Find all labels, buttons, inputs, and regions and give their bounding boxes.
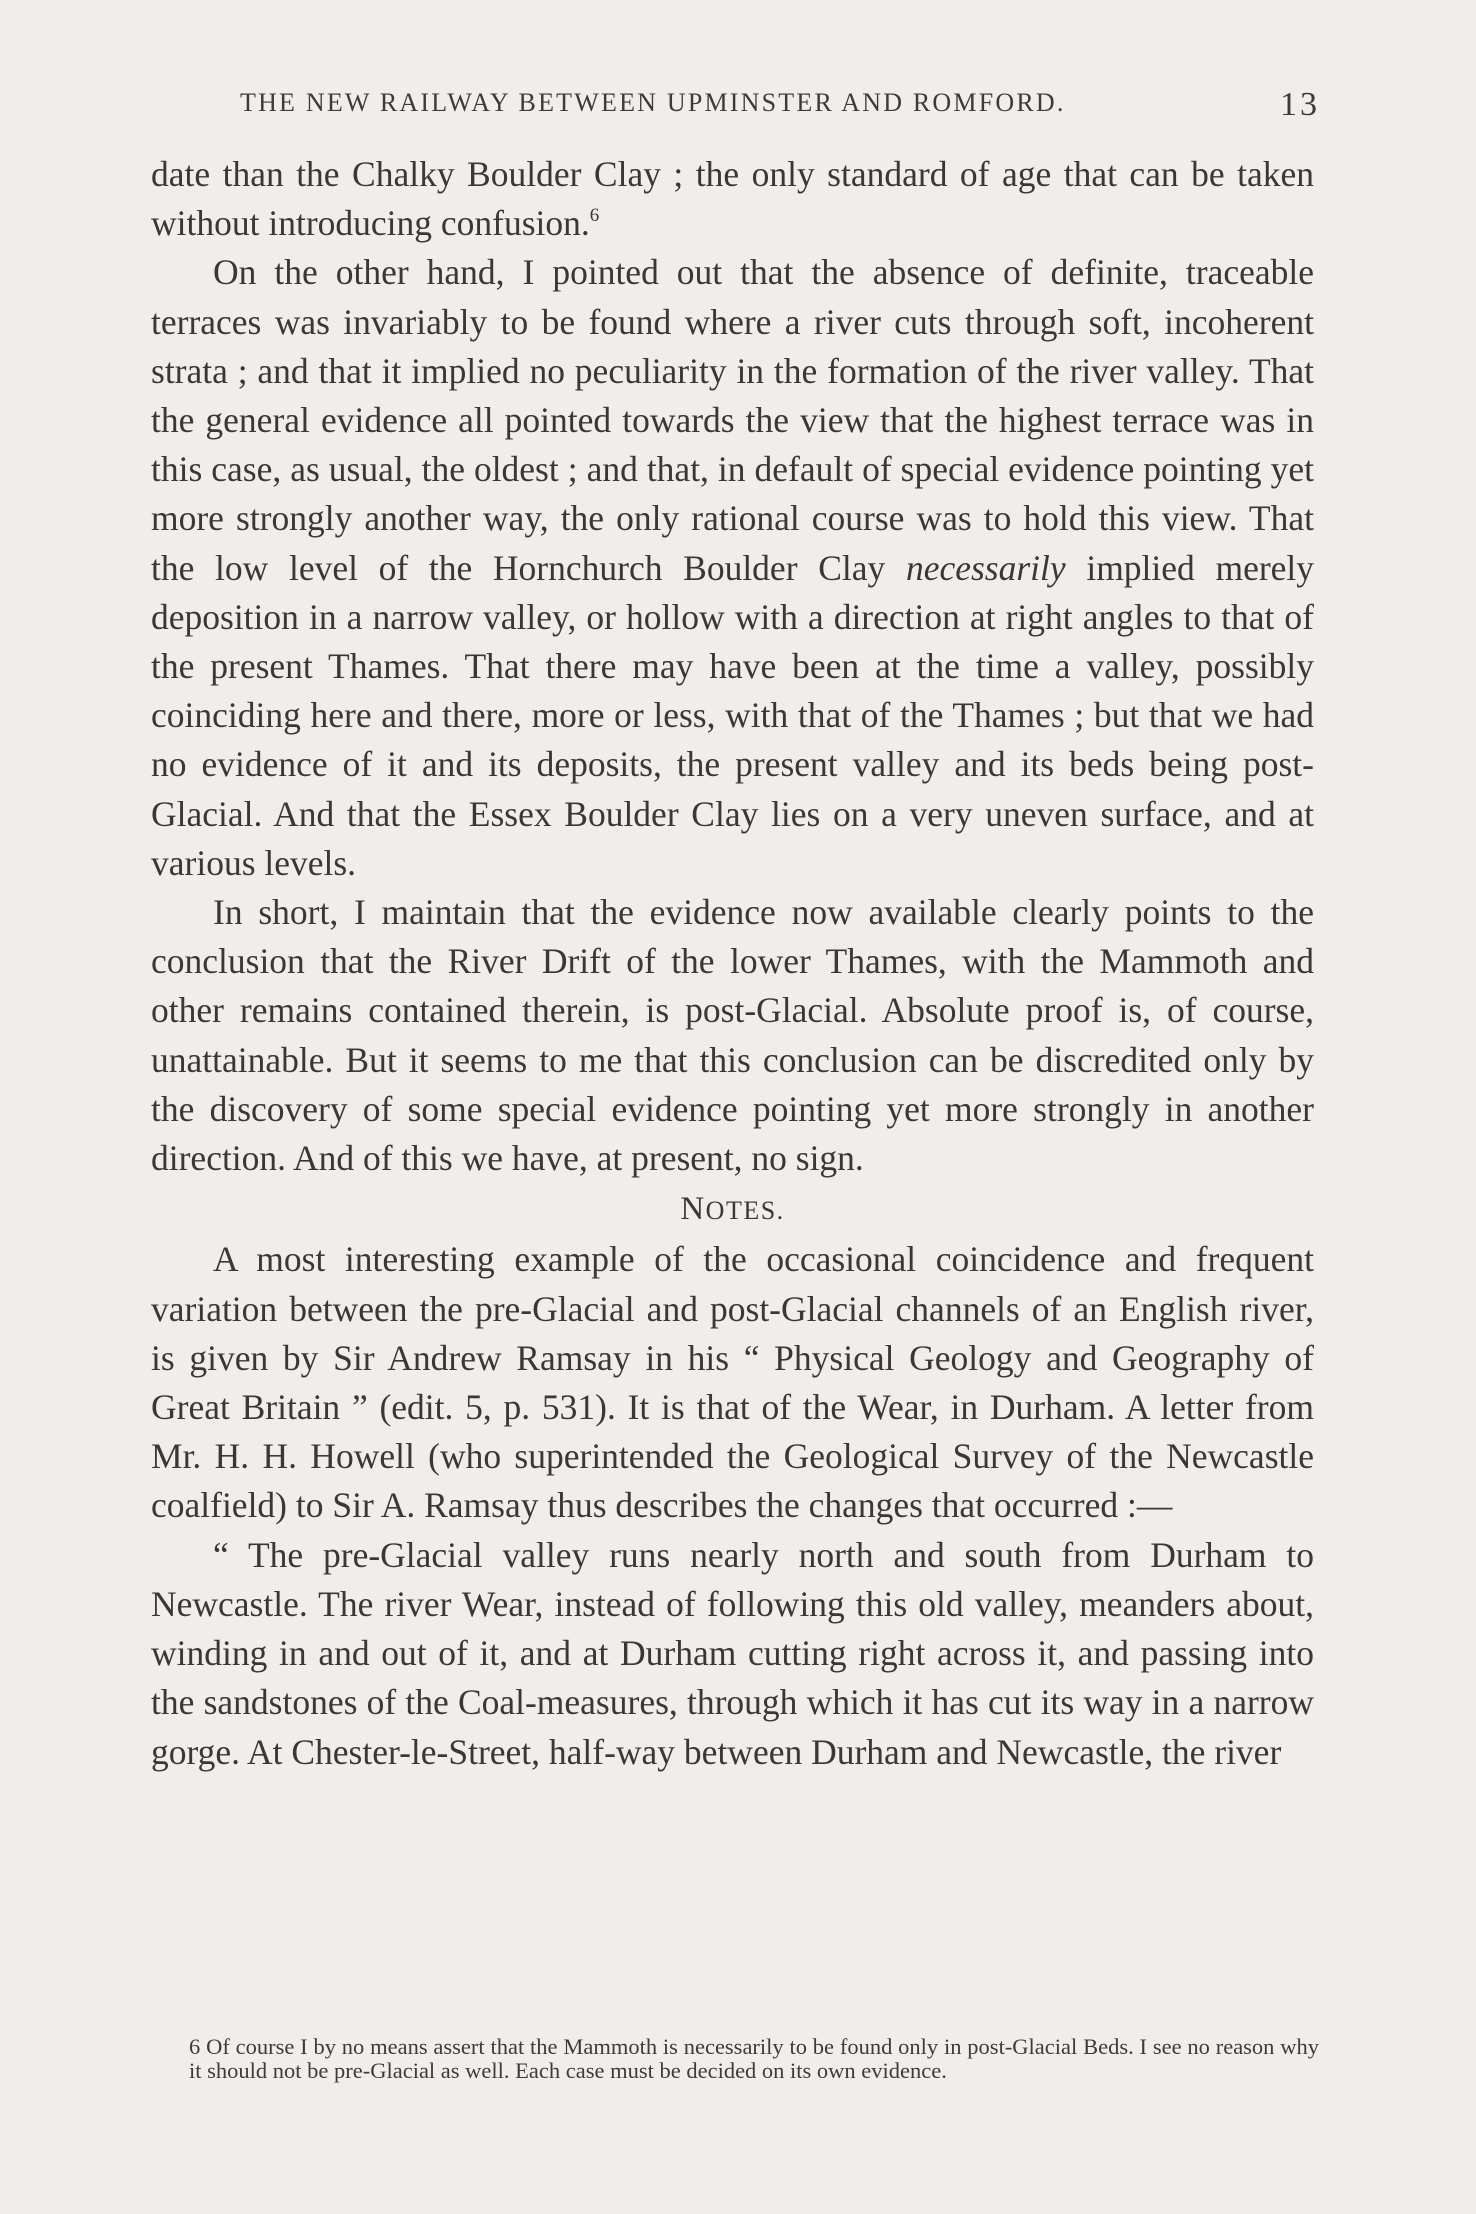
running-head [240, 86, 1320, 123]
paragraph-continued [151, 150, 1314, 248]
paragraph: “ The pre-Glacial valley runs nearly north and south from Durham to Newcastle. The river Wear, instead of following this old valley, meanders about, winding in and out of it, and at Durham cutting right across it, and passing into the sandstones of the Coal-measures, through which it has cut its way in a narrow gorge. At Chester-le-Street, half-way between Durham and Newcastle, the river [151, 1534, 1314, 1772]
footnote-number: 6 [189, 2034, 201, 2059]
body-text [151, 150, 1314, 1777]
footnote-text: Of course I by no means assert that the Mammoth is necessarily to be found only in post-Glacial Beds. I see no reason why it should not be pre-Glacial as well. Each case must be decided on its own evidence. [189, 2034, 1319, 2083]
footnote-reference: 6 [589, 205, 600, 227]
paragraph: In short, I maintain that the evidence now available clearly points to the conclusion that the River Drift of the lower Thames, with the Mammoth and other remains contained therein, is post-Glacial. Absolute proof is, of course, unattainable. But it seems to me that this conclusion can be discredited only by the discovery of some special evidence pointing yet more strongly in another direction. And of this we have, at present, no sign. [151, 892, 1314, 1179]
emphasized-word: necessarily [905, 547, 1066, 588]
paragraph-text: On the other hand, I pointed out that the absence of definite, traceable terraces was invariably to be found where a river cuts through soft, incoherent strata ; and that it implied no peculiarity in the formation of the river valley. That the general evidence all pointed towards the view that the highest terrace was in this case, as usual, the oldest ; and that, in default of special evidence pointing yet more strongly another way, the only rational course was to hold this view. That the low level of the Hornchurch Boulder Clay [151, 252, 1314, 588]
notes-heading-rest: OTES. [705, 1196, 785, 1226]
paragraph-text: date than the Chalky Boulder Clay ; the only standard of age that can be taken without introducing confusion. [151, 154, 1314, 244]
running-title: THE NEW RAILWAY BETWEEN UPMINSTER AND ROMFORD. [240, 88, 1066, 117]
notes-heading-initial: N [680, 1191, 706, 1228]
footnote [189, 2035, 1319, 2083]
page-number: 13 [1280, 86, 1320, 123]
paragraph: A most interesting example of the occasional coincidence and frequent variation between the pre-Glacial and post-Glacial channels of an English river, is given by Sir Andrew Ramsay in his “ Physical Geology and Geography of Great Britain ” (edit. 5, p. 531). It is that of the Wear, in Durham. A letter from Mr. H. H. Howell (who superintended the Geological Survey of the Newcastle coalfield) to Sir A. Ramsay thus describes the changes that occurred :— [151, 1239, 1314, 1526]
notes-heading [151, 1185, 1314, 1235]
paragraph [151, 248, 1314, 888]
paragraph-text: implied merely deposition in a narrow valley, or hollow with a direction at right angles to that of the present Thames. That there may have been at the time a valley, possibly coinciding here and there, more or less, with that of the Thames ; but that we had no evidence of it and its deposits, the present valley and its beds being post-Glacial. And that the Essex Boulder Clay lies on a very uneven surface, and at various levels. [151, 547, 1315, 883]
